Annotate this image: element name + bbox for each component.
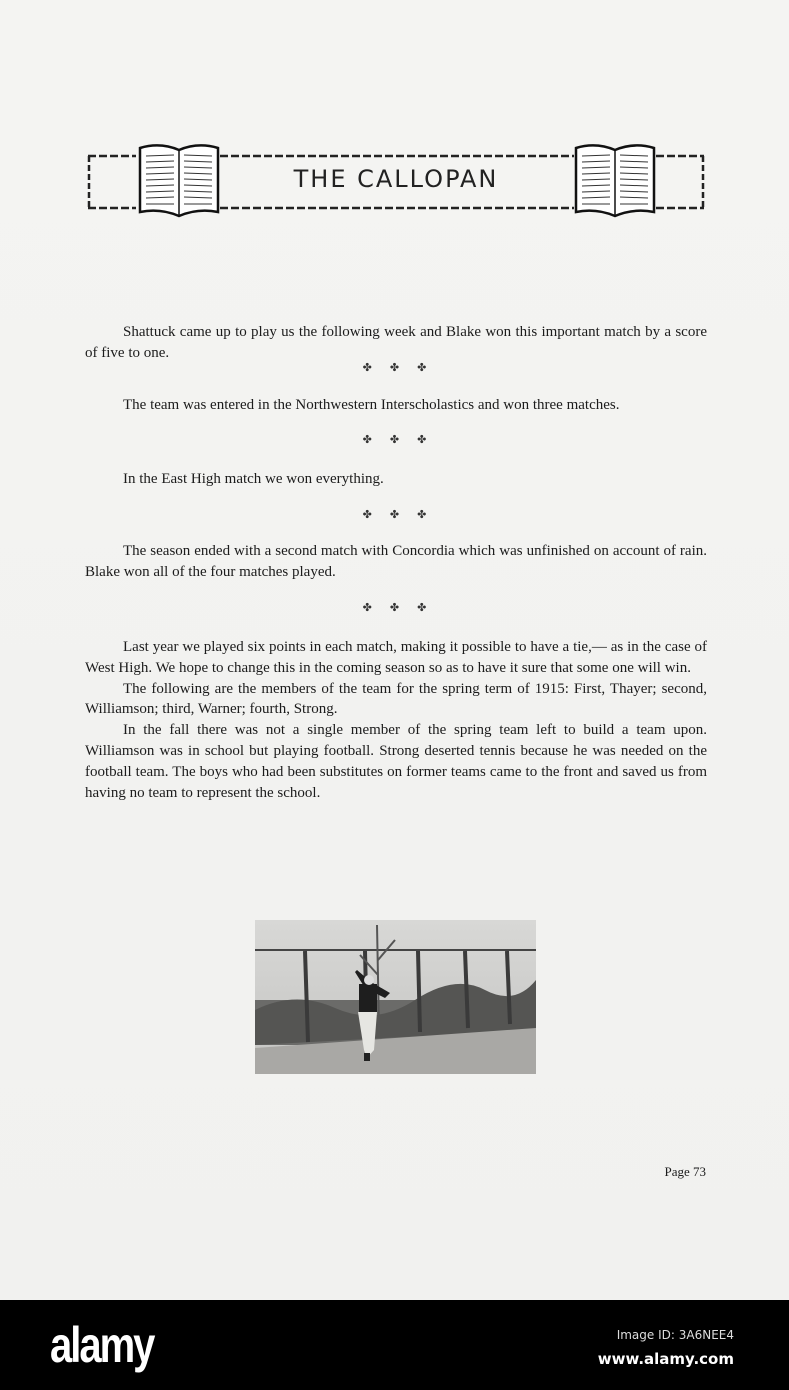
paragraph-text: In the fall there was not a single member of the spring team left to build a team upon. Williamson was in school but playing football. Strong deserted tennis because he was needed on the football team. The boys who had been substitutes on former teams came to the front and saved us from having no team to represent the school. <box>85 722 707 801</box>
paragraph-text: Last year we played six points in each match, making it possible to have a tie,— as in the case of West High. We hope to change this in the coming season so as to have it sure that some one will win. <box>85 639 707 676</box>
paragraph-3 <box>85 469 707 490</box>
paragraph-5 <box>85 637 707 803</box>
paragraph-text: The season ended with a second match with Concordia which was unfinished on account of rain. Blake won all of the four matches played. <box>85 543 707 580</box>
page-number: Page 73 <box>664 1164 706 1179</box>
paragraph-4 <box>85 541 707 583</box>
ornament-divider: ✤✤✤ <box>362 434 445 446</box>
ornament-divider: ✤✤✤ <box>362 509 445 521</box>
image-id: Image ID: 3A6NEE4 <box>616 1328 734 1342</box>
watermark-url: www.alamy.com <box>597 1350 734 1368</box>
paragraph-2 <box>85 395 707 416</box>
paragraph-text: The team was entered in the Northwestern Interscholastics and won three matches. <box>123 397 620 413</box>
paragraph-text: The following are the members of the team for the spring term of 1915: First, Thayer; second, Williamson; third, Warner; fourth, Strong. <box>85 680 707 718</box>
tennis-player-photo <box>255 920 536 1074</box>
paragraph-1 <box>85 322 707 364</box>
watermark-bar <box>0 1300 789 1390</box>
paragraph-text: In the East High match we won everything. <box>123 471 384 487</box>
alamy-logo: alamy <box>50 1318 154 1373</box>
paragraph-text: Shattuck came up to play us the following week and Blake won this important match by a score of five to one. <box>85 324 707 361</box>
page-title: THE CALLOPAN <box>293 165 499 193</box>
ornament-divider: ✤✤✤ <box>362 602 445 614</box>
header-banner <box>84 140 708 220</box>
ornament-divider: ✤✤✤ <box>362 362 445 374</box>
